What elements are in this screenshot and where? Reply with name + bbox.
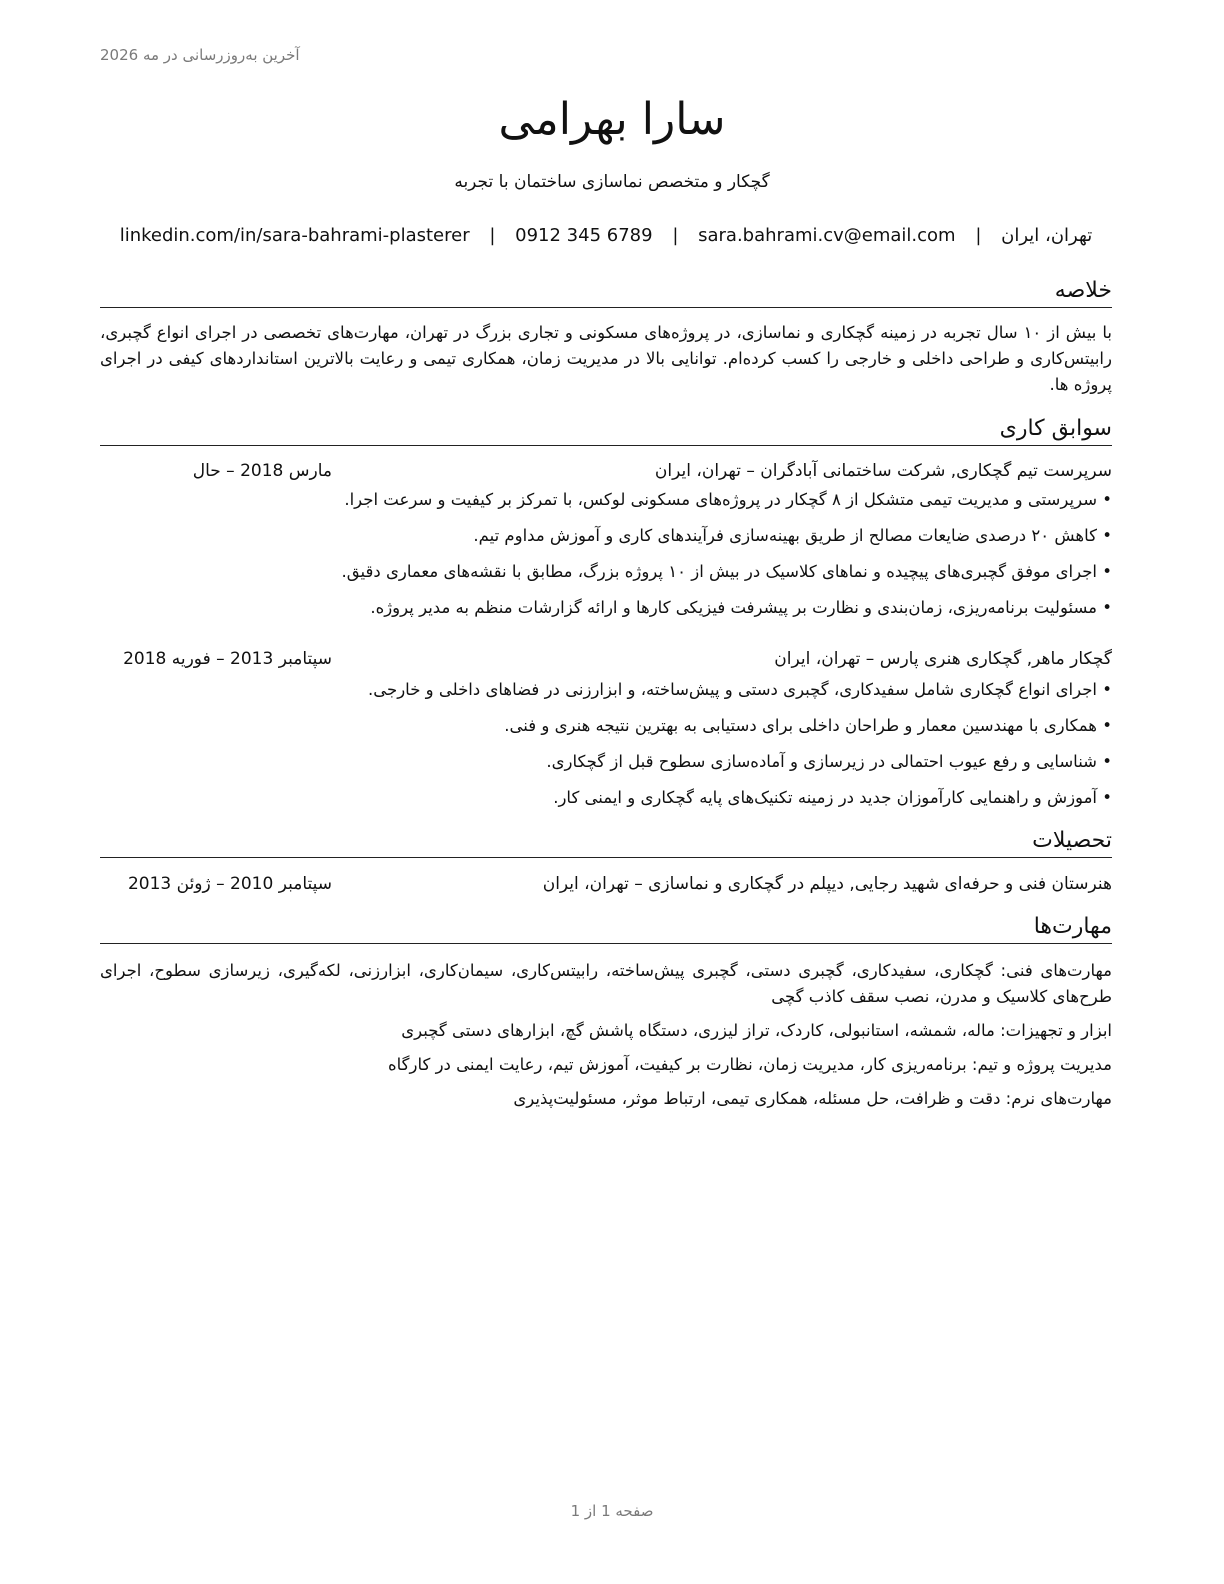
contact-line	[100, 225, 1112, 246]
job-bullet-list	[100, 487, 1112, 631]
experience-heading: سوابق کاری	[100, 414, 1112, 446]
job-bullet: • همکاری با مهندسین معمار و طراحان داخلی برای دستیابی به بهترین نتیجه هنری و فنی.	[100, 713, 1112, 739]
candidate-name: سارا بهرامی	[498, 94, 726, 145]
job-bullet: • اجرای موفق گچبری‌های پیچیده و نماهای کلاسیک در بیش از ۱۰ پروژه بزرگ، مطابق با نقشه‌های معماری دقیق.	[100, 559, 1112, 585]
summary-heading: خلاصه	[100, 276, 1112, 308]
contact-linkedin[interactable]: linkedin.com/in/sara-bahrami-plasterer	[119, 225, 470, 246]
education-entry	[100, 871, 1112, 897]
candidate-tagline: گچکار و متخصص نماسازی ساختمان با تجربه	[454, 172, 770, 192]
education-title: هنرستان فنی و حرفه‌ای شهید رجایی, دیپلم در گچکاری و نماسازی – تهران، ایران	[542, 874, 1112, 894]
job-title: گچکار ماهر, گچکاری هنری پارس – تهران، ایران	[774, 649, 1112, 669]
contact-separator: |	[975, 225, 982, 246]
job-bullet: • کاهش ۲۰ درصدی ضایعات مصالح از طریق بهینه‌سازی فرآیندهای کاری و آموزش مداوم تیم.	[100, 523, 1112, 549]
last-updated-note: آخرین به‌روزرسانی در مه 2026	[100, 46, 300, 64]
job-dates: سپتامبر 2013 – فوریه 2018	[123, 649, 332, 669]
education-heading: تحصیلات	[100, 826, 1112, 858]
skills-line-technical: مهارت‌های فنی: گچکاری، سفیدکاری، گچبری دستی، گچبری پیش‌ساخته، رابیتس‌کاری، سیمان‌کاری، ابزارزنی، لکه‌گیری، زیرسازی سطوح، اجرای طرح‌های کلاسیک و مدرن، نصب سقف کاذب گچی	[100, 961, 1112, 1006]
job-bullet: • سرپرستی و مدیریت تیمی متشکل از ۸ گچکار در پروژه‌های مسکونی لوکس، با تمرکز بر کیفیت و سرعت اجرا.	[100, 487, 1112, 513]
page-number: صفحه 1 از 1	[570, 1502, 654, 1520]
skills-line-soft: مهارت‌های نرم: دقت و ظرافت، حل مسئله، همکاری تیمی، ارتباط موثر، مسئولیت‌پذیری	[513, 1089, 1112, 1108]
contact-separator: |	[672, 225, 679, 246]
contact-email[interactable]: sara.bahrami.cv@email.com	[698, 225, 956, 246]
skills-line-management: مدیریت پروژه و تیم: برنامه‌ریزی کار، مدیریت زمان، نظارت بر کیفیت، آموزش تیم، رعایت ایمنی در کارگاه	[387, 1055, 1112, 1074]
job-bullet: • مسئولیت برنامه‌ریزی، زمان‌بندی و نظارت بر پیشرفت فیزیکی کارها و ارائه گزارشات منظم به مدیر پروژه.	[100, 595, 1112, 621]
job-bullet: • آموزش و راهنمایی کارآموزان جدید در زمینه تکنیک‌های پایه گچکاری و ایمنی کار.	[100, 785, 1112, 811]
job-bullet-list	[100, 677, 1112, 821]
contact-separator: |	[489, 225, 496, 246]
education-dates: سپتامبر 2010 – ژوئن 2013	[127, 874, 332, 894]
job-bullet: • شناسایی و رفع عیوب احتمالی در زیرسازی و آماده‌سازی سطوح قبل از گچکاری.	[100, 749, 1112, 775]
job-header	[100, 458, 1112, 484]
contact-location: تهران، ایران	[1001, 225, 1093, 246]
job-header	[100, 646, 1112, 672]
job-bullet: • اجرای انواع گچکاری شامل سفیدکاری، گچبری دستی و پیش‌ساخته، و ابزارزنی در فضاهای داخلی و خارجی.	[100, 677, 1112, 703]
skills-line-tools: ابزار و تجهیزات: ماله، شمشه، استانبولی، کاردک، تراز لیزری، دستگاه پاشش گچ، ابزارهای دستی گچبری	[401, 1021, 1112, 1040]
contact-phone: 0912 345 6789	[515, 225, 653, 246]
skills-heading: مهارت‌ها	[100, 912, 1112, 944]
summary-text: با بیش از ۱۰ سال تجربه در زمینه گچکاری و نماسازی، در پروژه‌های مسکونی و تجاری بزرگ در تهران، مهارت‌های تخصصی در اجرای انواع گچبری، رابیتس‌کاری و طراحی داخلی و خارجی را کسب کرده‌ام. توانایی بالا در مدیریت زمان، همکاری تیمی و رعایت بالاترین استانداردهای کیفی در اجرای پروژه ها.	[100, 323, 1112, 394]
job-title: سرپرست تیم گچکاری, شرکت ساختمانی آبادگران – تهران، ایران	[654, 461, 1112, 481]
job-dates: مارس 2018 – حال	[192, 461, 332, 481]
